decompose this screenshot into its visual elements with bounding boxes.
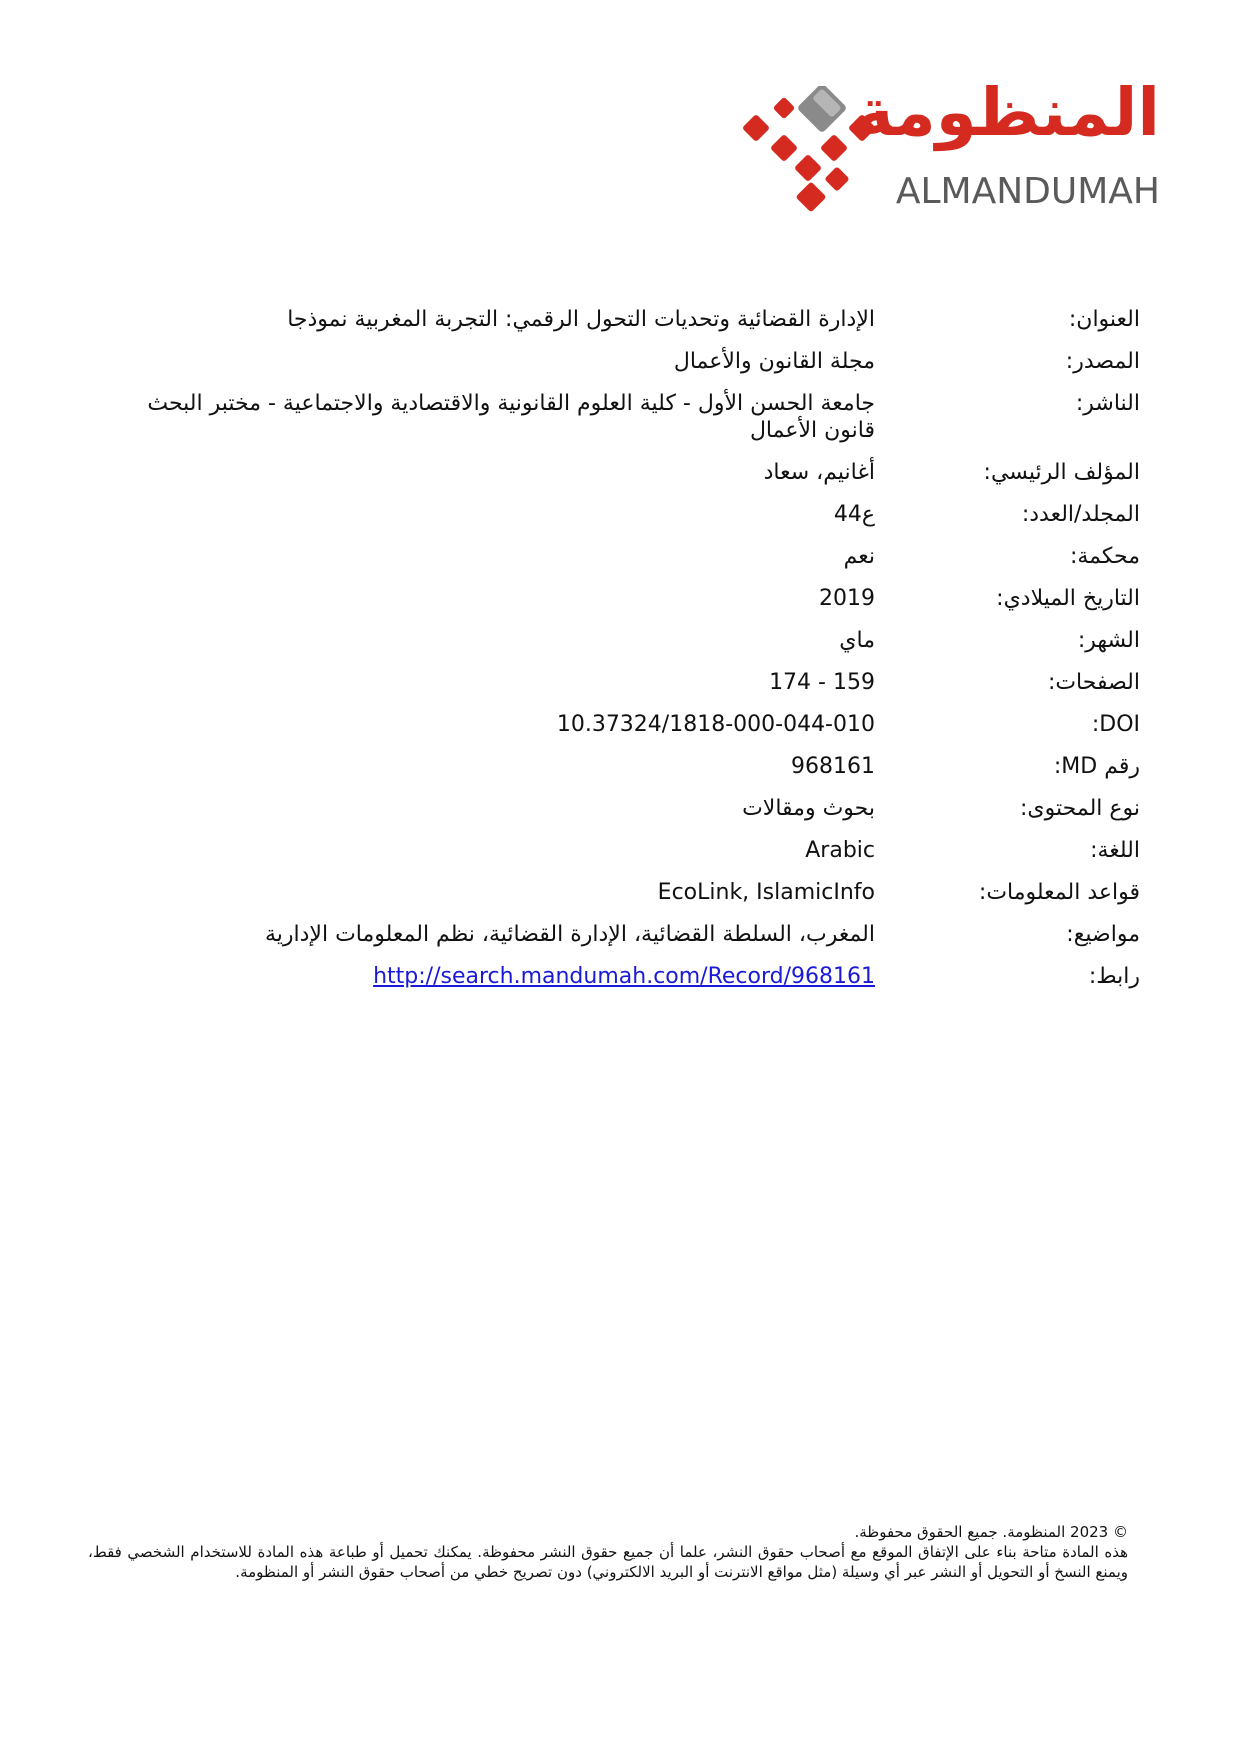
metadata-label: العنوان: [1068, 307, 1140, 332]
metadata-row-md-number [100, 753, 1140, 780]
metadata-label: المصدر: [1065, 349, 1140, 374]
metadata-value: 10.37324/1818-000-044-010 [556, 712, 875, 737]
metadata-value: 968161 [791, 754, 875, 779]
logo-arabic-wordmark: المنظومة [854, 74, 1160, 151]
metadata-label: الصفحات: [1047, 670, 1140, 695]
metadata-row-link [100, 963, 1140, 990]
metadata-value: ماي [839, 628, 875, 653]
logo-latin-wordmark: ALMANDUMAH [895, 171, 1160, 212]
metadata-row-year [100, 585, 1140, 612]
metadata-label: اللغة: [1090, 838, 1140, 863]
metadata-row-title [100, 306, 1140, 333]
metadata-value: المغرب، السلطة القضائية، الإدارة القضائية، نظم المعلومات الإدارية [264, 922, 875, 947]
metadata-value: ع44 [833, 502, 875, 527]
metadata-row-databases [100, 879, 1140, 906]
metadata-row-publisher [100, 390, 1140, 444]
metadata-row-pages [100, 669, 1140, 696]
metadata-label: الشهر: [1077, 628, 1140, 653]
metadata-row-language [100, 837, 1140, 864]
metadata-label: DOI: [1091, 712, 1140, 737]
metadata-row-subjects [100, 921, 1140, 948]
metadata-row-month [100, 627, 1140, 654]
record-metadata [100, 306, 1140, 1005]
copyright-line: © 2023 المنظومة. جميع الحقوق محفوظة. [854, 1523, 1128, 1541]
metadata-value: الإدارة القضائية وتحديات التحول الرقمي: التجربة المغربية نموذجا [287, 307, 875, 332]
metadata-row-content-type [100, 795, 1140, 822]
metadata-value: بحوث ومقالات [742, 796, 875, 821]
almandumah-logo [740, 74, 1160, 216]
copyright-footer [88, 1522, 1128, 1582]
usage-notice: هذه المادة متاحة بناء على الإتفاق الموقع مع أصحاب حقوق النشر، علما أن جميع حقوق النشر محفوظة. يمكنك تحميل أو طباعة هذه المادة للاستخدام الشخصي فقط، ويمنع النسخ أو التحويل أو النشر عبر أي وسيلة (مثل مواقع الانترنت أو البريد الالكتروني) دون تصريح خطي من أصحاب حقوق النشر أو المنظومة. [88, 1543, 1128, 1581]
metadata-value: مجلة القانون والأعمال [673, 349, 875, 374]
metadata-row-source [100, 348, 1140, 375]
metadata-value: 159 - 174 [769, 670, 875, 695]
metadata-row-author [100, 459, 1140, 486]
metadata-row-peer-reviewed [100, 543, 1140, 570]
metadata-value: نعم [843, 544, 875, 569]
metadata-value [100, 963, 875, 990]
metadata-label: التاريخ الميلادي: [996, 586, 1140, 611]
metadata-label: المؤلف الرئيسي: [983, 460, 1140, 485]
metadata-label: محكمة: [1069, 544, 1140, 569]
metadata-label: مواضيع: [1066, 922, 1140, 947]
metadata-label: رقم MD: [1053, 754, 1140, 779]
metadata-row-volume-issue [100, 501, 1140, 528]
metadata-value: جامعة الحسن الأول - كلية العلوم القانونية والاقتصادية والاجتماعية - مختبر البحث قانون الأعمال [147, 391, 875, 443]
metadata-value: EcoLink, IslamicInfo [657, 880, 875, 905]
metadata-label: رابط: [1088, 964, 1140, 989]
metadata-value: أغانيم، سعاد [763, 460, 875, 485]
metadata-label: المجلد/العدد: [1021, 502, 1140, 527]
record-link[interactable]: http://search.mandumah.com/Record/968161 [373, 964, 875, 989]
metadata-label: قواعد المعلومات: [978, 880, 1140, 905]
metadata-label: الناشر: [1075, 391, 1140, 416]
metadata-label: نوع المحتوى: [1020, 796, 1140, 821]
metadata-value: Arabic [805, 838, 875, 863]
metadata-row-doi [100, 711, 1140, 738]
metadata-value: 2019 [819, 586, 875, 611]
